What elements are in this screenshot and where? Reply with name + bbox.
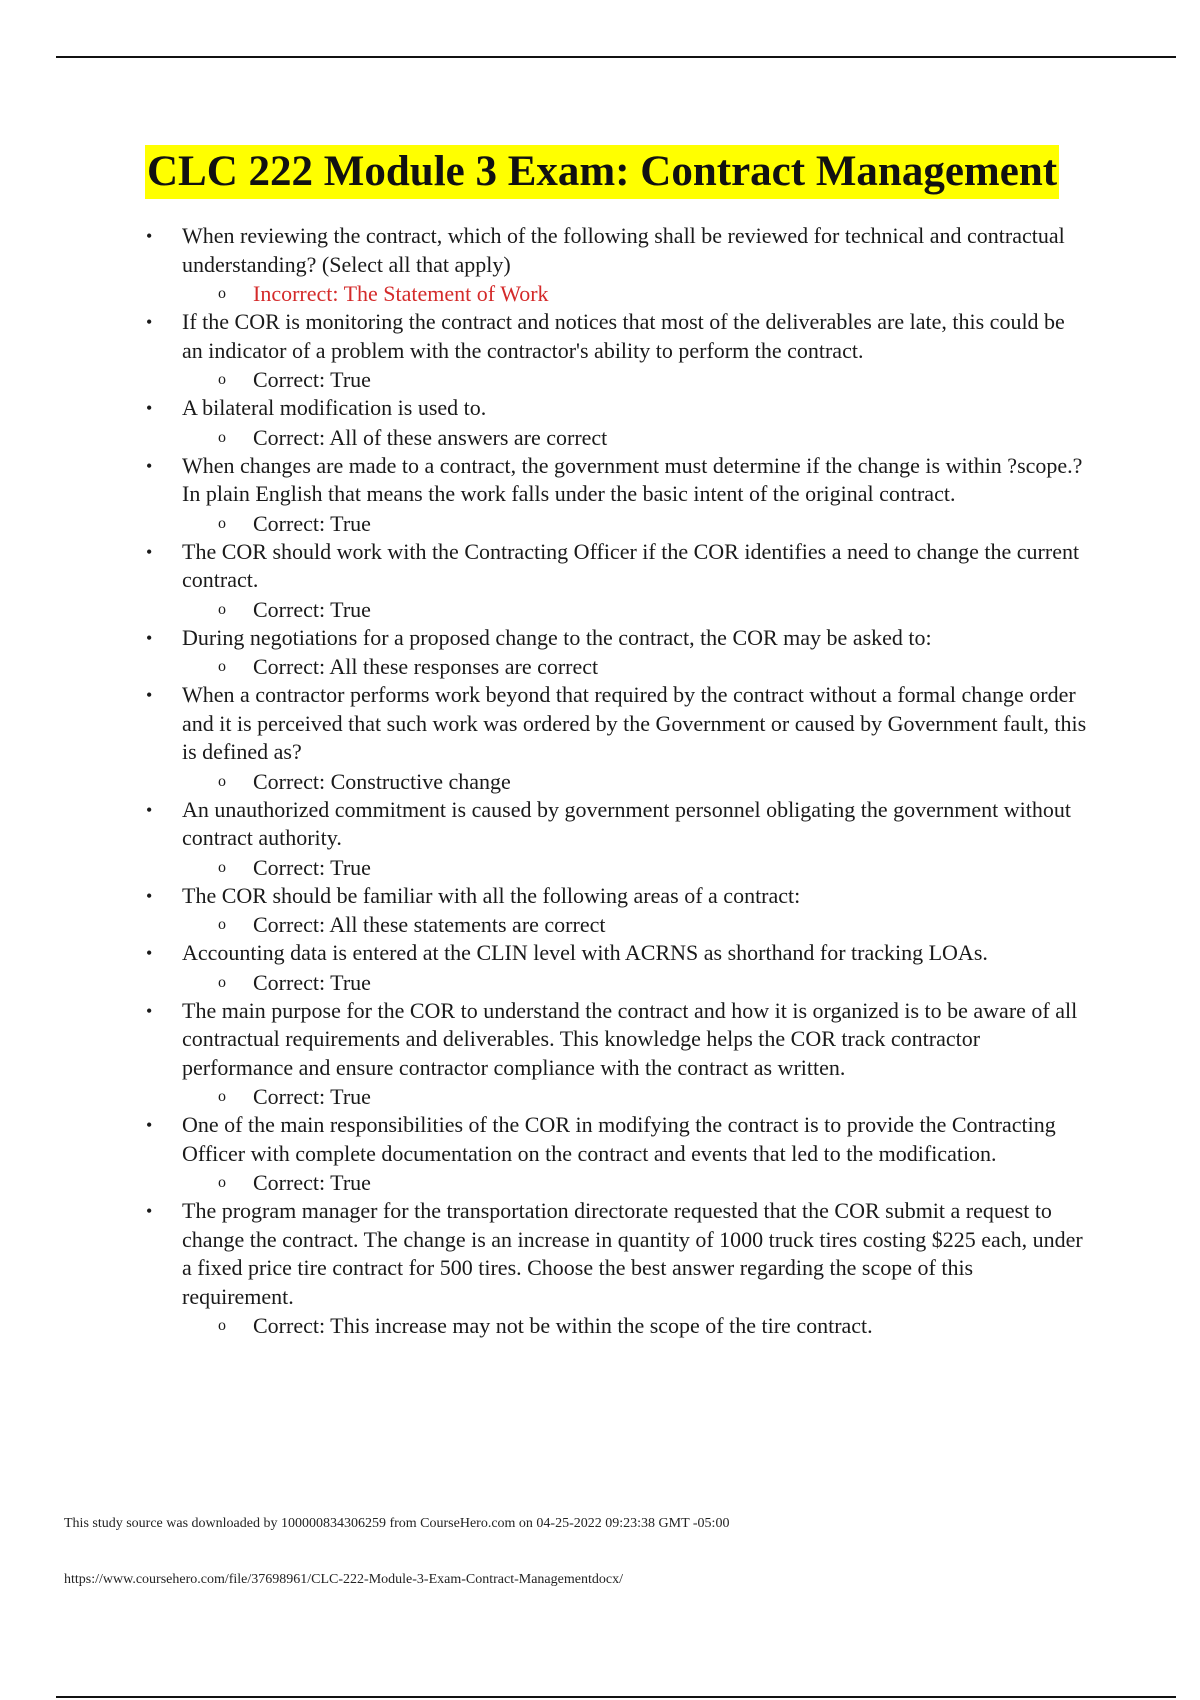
question-text [140,538,1090,595]
question-item [140,538,1090,624]
answer-label: Incorrect: The Statement of Work [253,281,549,306]
answer-label: Correct: True [253,854,371,880]
answer-correct [140,853,1090,882]
sub-bullet-icon: o [218,600,226,618]
question-label: If the COR is monitoring the contract and notices that most of the deliverables are late, this could be an indicator of a problem with the contractor's ability to perform the contract. [182,309,1065,363]
answer-correct [140,910,1090,939]
question-text [140,681,1090,767]
answer-correct [140,365,1090,394]
answer-correct [140,1311,1090,1340]
answer-label: Correct: Constructive change [253,768,511,794]
sub-bullet-icon: o [218,658,226,675]
bullet-icon: • [146,885,153,906]
bullet-icon: • [146,312,153,332]
bullet-icon: • [146,226,153,246]
answer-label: Correct: True [253,1084,371,1109]
question-label: When a contractor performs work beyond that required by the contract without a formal change order and it is perceived that such work was ordered by the Government or caused by Government fault, this is defined as? [182,682,1087,764]
bullet-icon: • [146,398,153,418]
answer-correct [140,509,1090,538]
question-item [140,1111,1090,1197]
page-title: CLC 222 Module 3 Exam: Contract Management [145,145,1059,199]
question-item [140,394,1090,452]
source-url[interactable]: https://www.coursehero.com/file/37698961/CLC-222-Module-3-Exam-Contract-Managementdocx/ [64,1572,623,1587]
question-label: A bilateral modification is used to. [182,395,487,420]
bullet-icon: • [146,541,153,562]
sub-bullet-icon: o [218,1174,226,1191]
answer-correct [140,968,1090,997]
answer-label: Correct: All of these answers are correct [253,424,608,450]
title-block [145,145,1085,199]
sub-bullet-icon: o [218,858,226,876]
question-label: The program manager for the transportation directorate requested that the COR submit a request to change the contract. The change is an increase in quantity of 1000 truck tires costing $225 each, under a fixed price tire contract for 500 tires. Choose the best answer regarding the scope of this requirement. [182,1198,1083,1309]
sub-bullet-icon: o [218,916,226,933]
bullet-icon: • [146,943,153,963]
question-text [140,796,1090,853]
question-list [140,222,1090,1340]
bullet-icon: • [146,685,153,705]
question-item [140,452,1090,538]
question-item [140,1197,1090,1340]
sub-bullet-icon: o [218,772,226,790]
bullet-icon: • [146,1000,153,1021]
question-item [140,997,1090,1112]
answer-label: Correct: True [253,510,371,536]
question-item [140,681,1090,796]
answer-correct [140,1082,1090,1111]
answer-label: Correct: True [253,367,371,392]
answer-label: Correct: True [253,1170,371,1195]
bullet-icon: • [146,627,153,648]
top-rule [56,56,1176,58]
answer-correct [140,423,1090,452]
question-text [140,624,1090,653]
question-text [140,939,1090,968]
sub-bullet-icon: o [218,514,226,532]
question-text [140,452,1090,509]
question-item [140,796,1090,882]
question-item [140,308,1090,394]
bullet-icon: • [146,1115,153,1135]
question-item [140,939,1090,997]
sub-bullet-icon: o [218,285,226,302]
sub-bullet-icon: o [218,371,226,388]
question-label: The main purpose for the COR to understand the contract and how it is organized is to be aware of all contractual requirements and deliverables. This knowledge helps the COR track contractor performance and ensure contractor compliance with the contract as written. [182,997,1078,1080]
answer-label: Correct: All these statements are correct [253,912,606,937]
question-label: The COR should be familiar with all the following areas of a contract: [182,882,801,908]
question-label: When reviewing the contract, which of the following shall be reviewed for technical and contractual understanding? (Select all that apply) [182,223,1065,277]
question-text [140,997,1090,1083]
sub-bullet-icon: o [218,428,226,446]
question-text [140,394,1090,423]
question-item [140,624,1090,682]
question-label: Accounting data is entered at the CLIN level with ACRNS as shorthand for tracking LOAs. [182,940,988,965]
question-label: When changes are made to a contract, the government must determine if the change is within ?scope.? In plain English that means the work falls under the basic intent of the original contract. [182,452,1083,506]
bullet-icon: • [146,799,153,820]
question-text [140,1197,1090,1311]
question-text [140,1111,1090,1168]
answer-incorrect [140,279,1090,308]
question-text [140,222,1090,279]
question-label: One of the main responsibilities of the COR in modifying the contract is to provide the Contracting Officer with complete documentation on the contract and events that led to the modification. [182,1112,1056,1166]
sub-bullet-icon: o [218,1317,226,1334]
answer-label: Correct: True [253,969,371,995]
bullet-icon: • [146,1201,153,1221]
answer-correct [140,1168,1090,1197]
question-label: During negotiations for a proposed change to the contract, the COR may be asked to: [182,624,932,650]
answer-correct [140,595,1090,624]
answer-label: Correct: True [253,596,371,622]
bullet-icon: • [146,455,153,476]
answer-correct [140,767,1090,796]
answer-label: Correct: All these responses are correct [253,654,599,679]
question-text [140,882,1090,911]
download-notice: This study source was downloaded by 100000834306259 from CourseHero.com on 04-25-2022 09:23:38 GMT -05:00 [64,1516,730,1531]
bottom-rule [56,1696,1176,1698]
question-item [140,882,1090,940]
question-label: An unauthorized commitment is caused by government personnel obligating the government without contract authority. [182,796,1071,850]
question-label: The COR should work with the Contracting Officer if the COR identifies a need to change the current contract. [182,538,1080,592]
answer-label: Correct: This increase may not be within the scope of the tire contract. [253,1313,873,1338]
question-text [140,308,1090,365]
question-item [140,222,1090,308]
answer-correct [140,652,1090,681]
sub-bullet-icon: o [218,1088,226,1105]
sub-bullet-icon: o [218,973,226,991]
